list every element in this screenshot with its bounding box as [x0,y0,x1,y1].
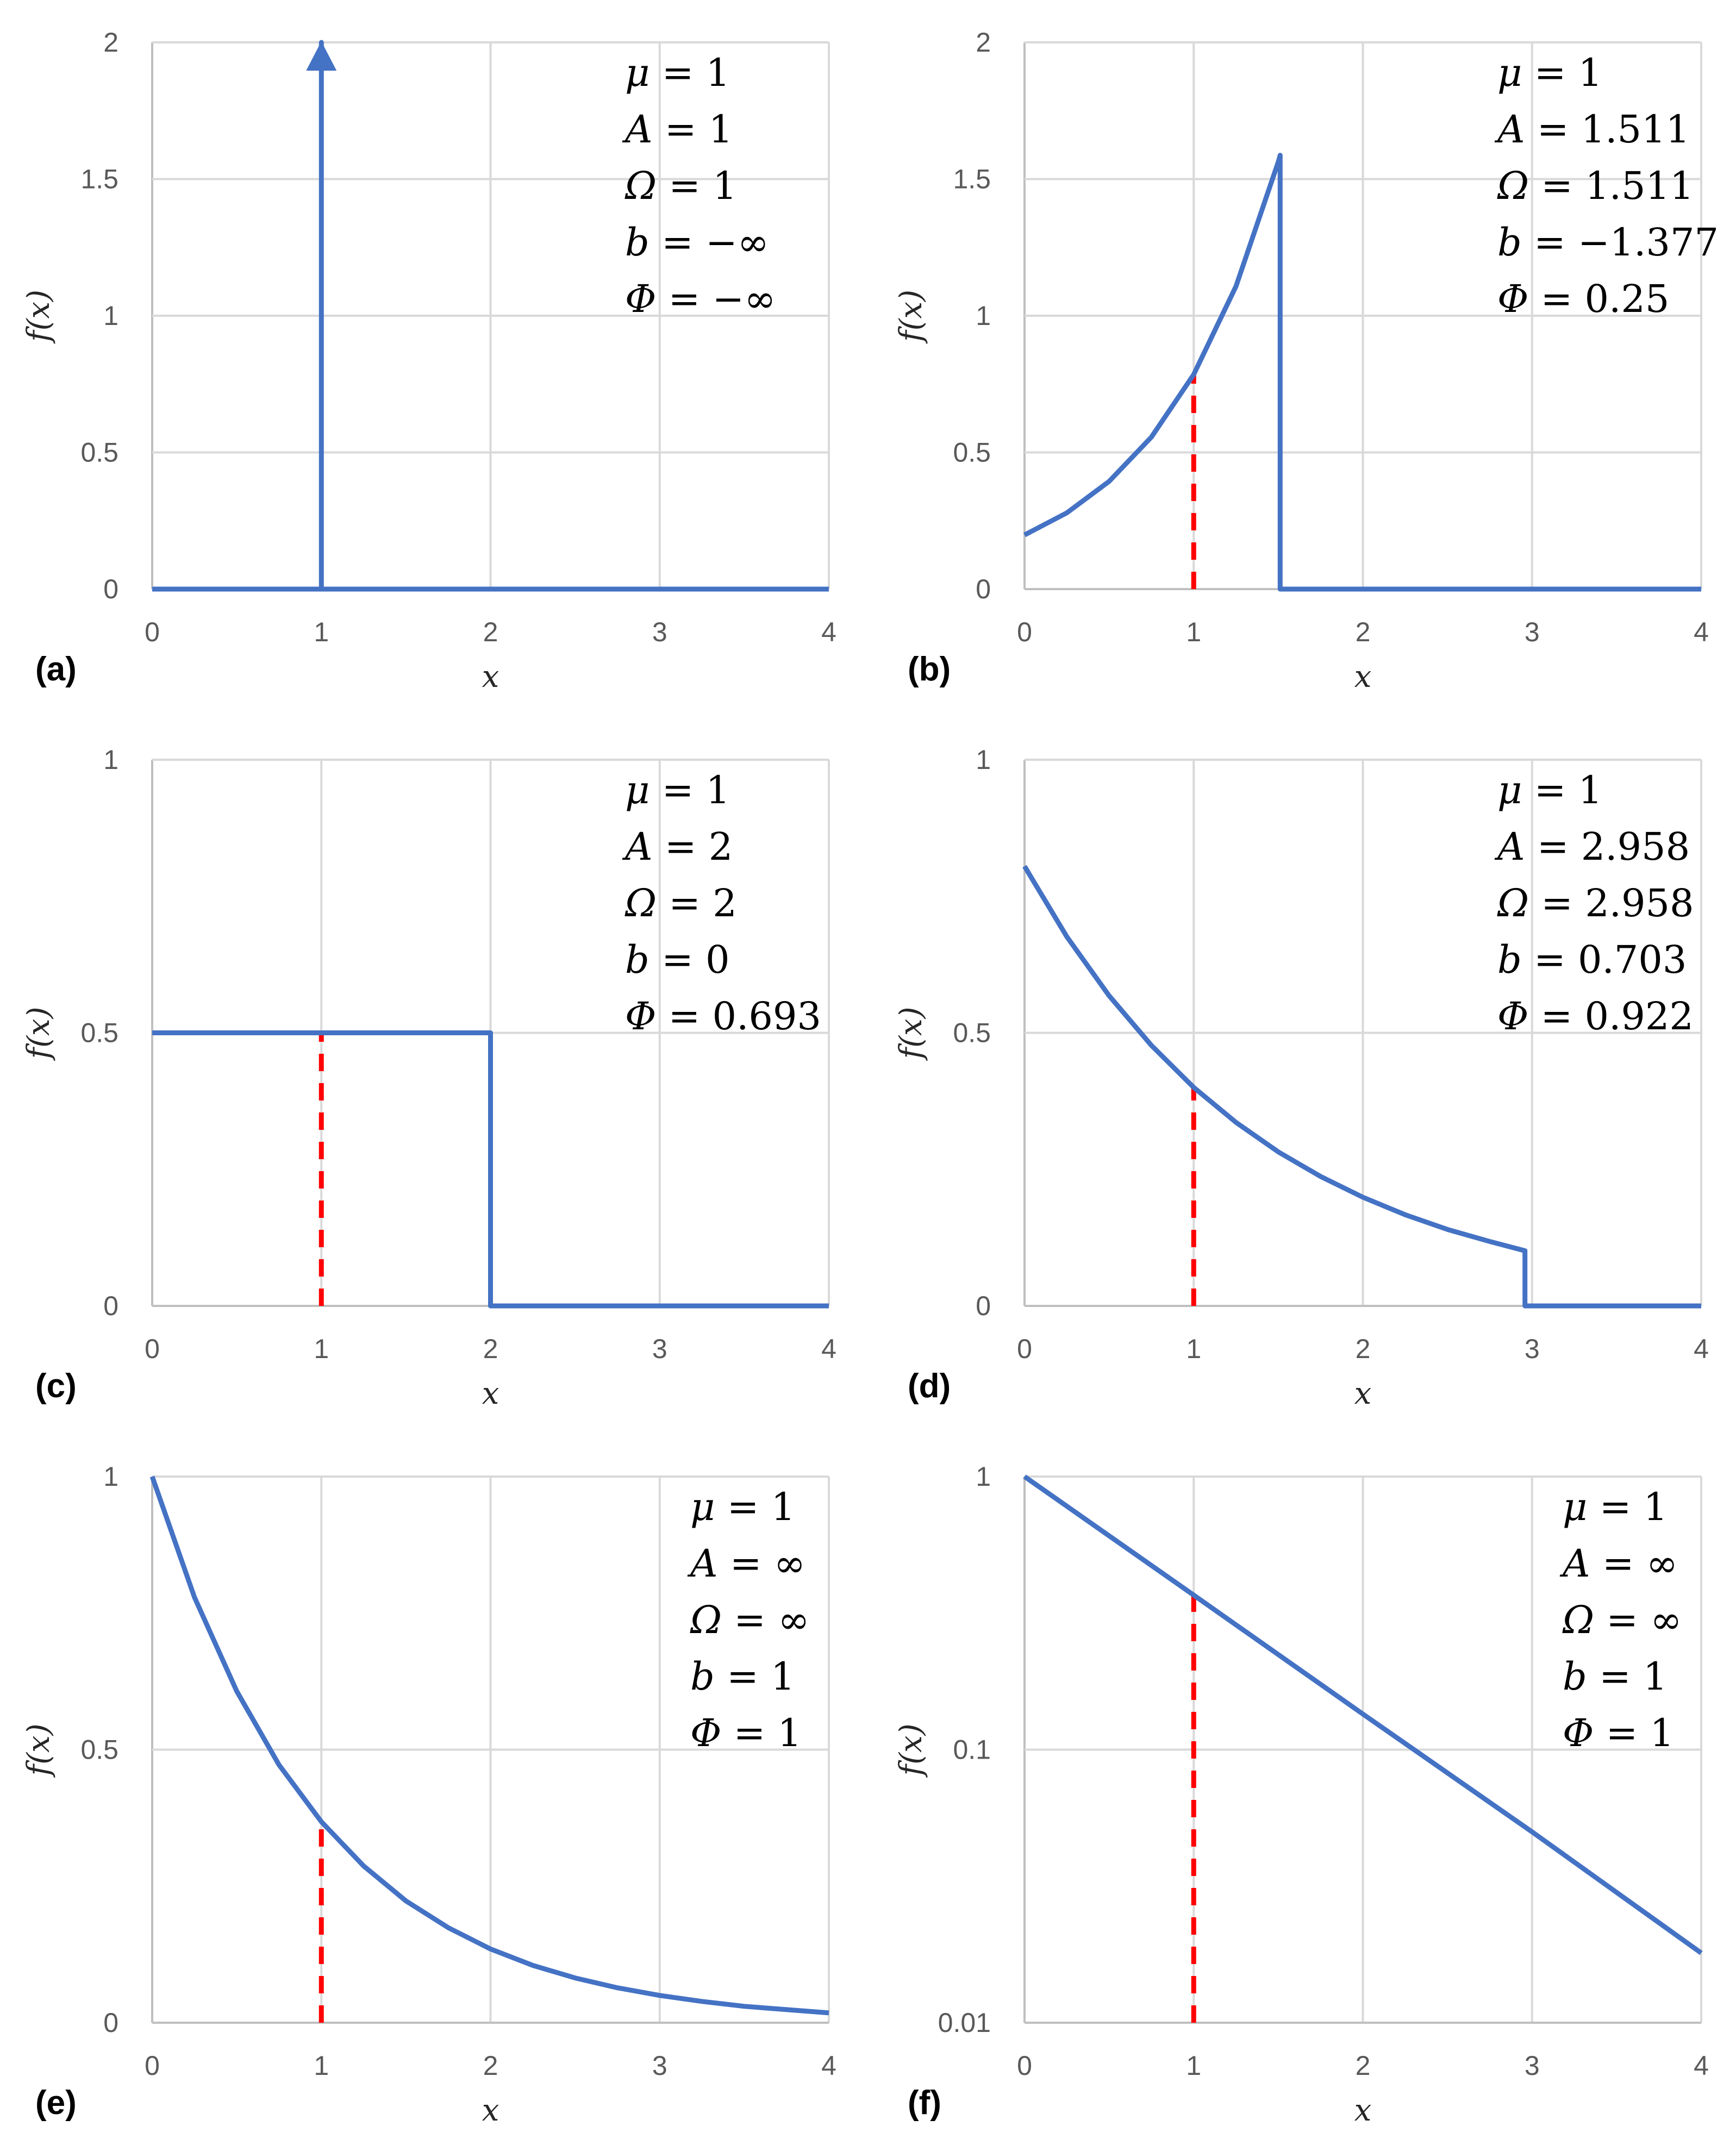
panel-1 [21,27,836,695]
y-tick-label: 0.01 [938,2008,991,2038]
x-tick-label: 4 [821,617,836,647]
x-tick-label: 0 [145,2050,160,2081]
x-tick-label: 2 [483,2050,498,2081]
x-tick-label: 1 [314,617,329,647]
y-axis-title: f(x) [21,289,57,342]
param-annotation: b = −∞ [625,220,769,265]
x-tick-label: 2 [1355,2050,1371,2081]
param-annotation: A = 1.511 [1497,107,1690,152]
x-tick-label: 4 [821,1334,836,1364]
y-tick-label: 2 [103,27,118,58]
x-tick-label: 0 [1017,1334,1032,1364]
param-annotation: A = ∞ [690,1541,806,1586]
x-axis-title: x [1354,2093,1372,2128]
y-tick-label: 1 [103,745,118,775]
y-tick-label: 0 [103,574,118,604]
x-tick-label: 3 [1524,2050,1540,2081]
y-axis-title: f(x) [21,1723,57,1776]
panel-label: (d) [908,1367,951,1405]
param-annotation: Φ = 0.25 [1497,277,1670,321]
param-annotation: Φ = 0.693 [625,994,821,1039]
y-tick-label: 2 [976,27,991,58]
panel-label: (e) [35,2084,77,2122]
panel-label: (c) [35,1367,77,1405]
x-tick-label: 0 [1017,2050,1032,2081]
param-annotation: b = 1 [1563,1654,1668,1699]
x-axis-title: x [1354,1376,1372,1411]
x-tick-label: 0 [1017,617,1032,647]
y-axis-title: f(x) [894,1006,929,1059]
y-tick-label: 0 [103,2008,118,2038]
param-annotation: μ = 1 [625,768,730,812]
param-annotation: A = ∞ [1563,1541,1678,1586]
param-annotation: A = 2 [625,824,733,869]
param-annotation: μ = 1 [1497,51,1603,95]
x-tick-label: 2 [483,1334,498,1364]
panel-5 [21,1461,836,2128]
x-tick-label: 2 [483,617,498,647]
y-tick-label: 1.5 [80,164,118,195]
x-tick-label: 3 [652,1334,667,1364]
y-tick-label: 1 [976,1461,991,1492]
param-annotation: μ = 1 [690,1485,796,1529]
panel-2 [894,27,1719,695]
param-annotation: μ = 1 [625,51,730,95]
y-tick-label: 0.5 [953,437,991,468]
x-tick-label: 2 [1355,1334,1371,1364]
param-annotation: A = 1 [625,107,733,152]
x-tick-label: 1 [1186,617,1202,647]
x-tick-label: 0 [145,617,160,647]
y-tick-label: 0 [103,1291,118,1321]
y-tick-label: 1 [103,301,118,331]
x-tick-label: 4 [1694,617,1709,647]
y-axis-title: f(x) [21,1006,57,1059]
y-tick-label: 0.1 [953,1734,991,1765]
x-tick-label: 1 [1186,1334,1202,1364]
y-axis-title: f(x) [894,1723,929,1776]
y-tick-label: 0.5 [953,1017,991,1048]
param-annotation: b = −1.377 [1497,220,1719,265]
x-tick-label: 3 [652,2050,667,2081]
y-tick-label: 1.5 [953,164,991,195]
x-axis-title: x [482,1376,499,1411]
x-tick-label: 3 [652,617,667,647]
spike-arrowhead [306,41,336,71]
x-tick-label: 4 [1694,1334,1709,1364]
y-tick-label: 0.5 [80,1017,118,1048]
param-annotation: Φ = 1 [690,1711,802,1755]
panel-label: (f) [908,2084,941,2122]
x-tick-label: 4 [821,2050,836,2081]
y-tick-label: 0 [976,1291,991,1321]
y-tick-label: 1 [103,1461,118,1492]
x-tick-label: 4 [1694,2050,1709,2081]
x-axis-title: x [1354,659,1372,695]
param-annotation: μ = 1 [1497,768,1603,812]
y-tick-label: 0.5 [80,1734,118,1765]
param-annotation: Ω = ∞ [690,1598,810,1642]
x-tick-label: 3 [1524,1334,1540,1364]
param-annotation: Φ = 0.922 [1497,994,1694,1039]
param-annotation: Ω = 1 [625,164,737,208]
param-annotation: Ω = 1.511 [1497,164,1694,208]
y-axis-title: f(x) [894,289,929,342]
panel-label: (b) [908,651,951,688]
x-tick-label: 1 [314,2050,329,2081]
panel-6 [894,1461,1709,2128]
series-line [152,1033,829,1306]
param-annotation: Φ = 1 [1563,1711,1675,1755]
x-tick-label: 2 [1355,617,1371,647]
param-annotation: Ω = 2.958 [1497,881,1694,925]
param-annotation: b = 0.703 [1497,937,1687,982]
param-annotation: A = 2.958 [1497,824,1690,869]
x-tick-label: 3 [1524,617,1540,647]
y-tick-label: 0 [976,574,991,604]
x-axis-title: x [482,659,499,695]
param-annotation: Ω = ∞ [1563,1598,1682,1642]
param-annotation: b = 1 [690,1654,795,1699]
panel-4 [894,745,1709,1411]
param-annotation: Φ = −∞ [625,277,776,321]
panel-label: (a) [35,651,77,688]
x-tick-label: 0 [145,1334,160,1364]
panel-3 [21,745,836,1411]
param-annotation: b = 0 [625,937,730,982]
x-tick-label: 1 [314,1334,329,1364]
param-annotation: μ = 1 [1563,1485,1668,1529]
x-axis-title: x [482,2093,499,2128]
y-tick-label: 0.5 [80,437,118,468]
y-tick-label: 1 [976,301,991,331]
param-annotation: Ω = 2 [625,881,737,925]
y-tick-label: 1 [976,745,991,775]
x-tick-label: 1 [1186,2050,1202,2081]
